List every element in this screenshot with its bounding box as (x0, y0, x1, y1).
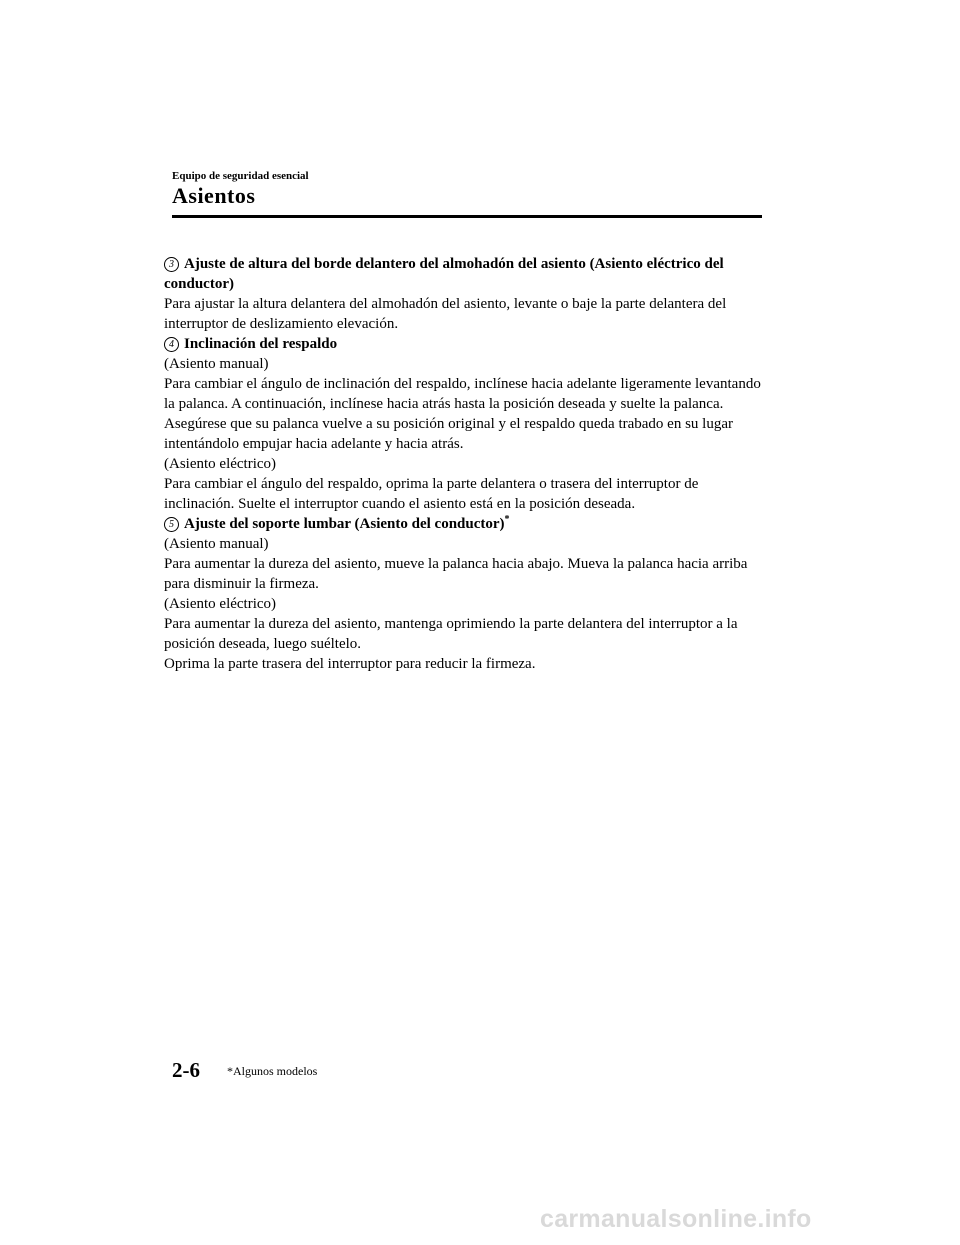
section-4-paragraph: Asegúrese que su palanca vuelve a su posición original y el respaldo queda trabado en su lugar intentándolo empujar hacia adelante y hacia atrás. (164, 416, 733, 452)
section-5-paragraph: Oprima la parte trasera del interruptor para reducir la firmeza. (164, 656, 536, 672)
section-5-heading: 5 Ajuste del soporte lumbar (Asiento del conductor)* (164, 514, 764, 534)
circled-number-3-icon: 3 (164, 257, 179, 272)
circled-number-5-icon: 5 (164, 517, 179, 532)
section-4-paragraph: (Asiento manual) (164, 356, 269, 372)
circled-number-4-icon: 4 (164, 337, 179, 352)
section-5-paragraph: (Asiento manual) (164, 536, 269, 552)
section-5-paragraph: (Asiento eléctrico) (164, 596, 277, 612)
footnote: *Algunos modelos (227, 1064, 318, 1078)
content-body (164, 254, 764, 674)
page-title: Asientos (172, 183, 256, 208)
header-rule (172, 215, 762, 218)
header-section-label: Equipo de seguridad esencial (172, 170, 309, 182)
section-3-heading: 3 Ajuste de altura del borde delantero del almohadón del asiento (Asiento eléctrico del conductor) (164, 256, 724, 292)
section-4-heading: 4 Inclinación del respaldo (164, 334, 764, 354)
optional-equipment-mark: * (504, 514, 510, 525)
section-4-paragraph: Para cambiar el ángulo del respaldo, oprima la parte delantera o trasera del interruptor de inclinación. Suelte el interruptor cuando el asiento está en la posición deseada. (164, 476, 699, 512)
section-3-paragraph: Para ajustar la altura delantera del almohadón del asiento, levante o baje la parte delantera del interruptor de deslizamiento elevación. (164, 296, 727, 332)
section-4-paragraph: (Asiento eléctrico) (164, 456, 277, 472)
section-4-paragraph: Para cambiar el ángulo de inclinación del respaldo, inclínese hacia adelante ligeramente levantando la palanca. A continuación, inclínese hacia atrás hasta la posición deseada y suelte la palanca. (164, 376, 761, 412)
section-5-paragraph: Para aumentar la dureza del asiento, mueve la palanca hacia abajo. Mueva la palanca hacia arriba para disminuir la firmeza. (164, 556, 748, 592)
page-number: 2-6 (172, 1058, 200, 1082)
section-5-paragraph: Para aumentar la dureza del asiento, mantenga oprimiendo la parte delantera del interruptor a la posición deseada, luego suéltelo. (164, 616, 738, 652)
watermark: carmanualsonline.info (540, 1205, 812, 1233)
